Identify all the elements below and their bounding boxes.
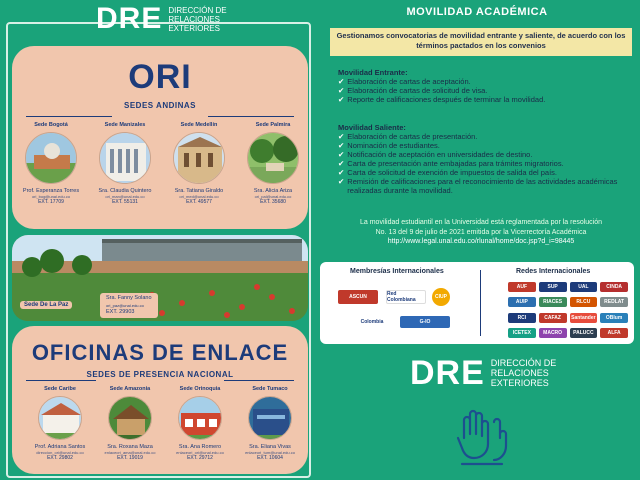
network-logo: PALUCC (570, 328, 598, 338)
sede-medellin: Sede Medellín Sra. Tatiana Giraldo ori_med@unal.edu.co EXT. 49577 (164, 122, 234, 205)
sede-photo (99, 132, 151, 184)
network-logo: AUIP (508, 297, 536, 307)
intro-banner: Gestionamos convocatorias de movilidad entrante y saliente, de acuerdo con los términos pactados en los convenios (330, 28, 632, 56)
sede-photo (25, 132, 77, 184)
ciup-logo: CIUP (432, 288, 450, 306)
sede-orinoquia: Sede Orinoquia Sra. Ana Romero enlaceori_ori@unal.edu.co EXT. 29712 (176, 386, 224, 461)
sede-photo (247, 132, 299, 184)
membresias-heading: Membresías Internacionales (350, 268, 444, 275)
movilidad-title: MOVILIDAD ACADÉMICA (406, 6, 548, 18)
sede-la-paz-photo (12, 235, 308, 321)
enlace-title: OFICINAS DE ENLACE (31, 340, 289, 365)
logo-subtitle: DIRECCIÓN DE RELACIONES EXTERIORES (168, 5, 227, 33)
check-icon: ✔ (338, 168, 345, 177)
resolution-note: La movilidad estudiantil en la Universidad está reglamentada por la resolución No. 13 del 9 de julio de 2021 emitida por la Vicerrectoría Académica http://www.legal.unal.edu.co/rlunal/home/doc.jsp?d_i=98445 (330, 218, 632, 247)
sede-photo (178, 396, 222, 440)
network-logo: RIACES (539, 297, 567, 307)
check-icon: ✔ (338, 141, 345, 150)
entrante-list: Movilidad Entrante: ✔ Elaboración de cartas de aceptación. ✔ Elaboración de cartas de solicitud de visa. ✔ Reporte de calificaciones después de terminar la movilidad. (338, 68, 546, 104)
colombia-logo: Colombia (350, 316, 394, 328)
presencia-nacional-heading: SEDES DE PRESENCIA NACIONAL (86, 370, 234, 379)
check-icon: ✔ (338, 86, 345, 95)
ascun-logo: ASCUN (338, 290, 378, 304)
network-logo: CAFAZ (539, 313, 567, 323)
check-icon: ✔ (338, 95, 345, 104)
divider (480, 270, 481, 336)
check-icon: ✔ (338, 132, 345, 141)
sede-photo (173, 132, 225, 184)
dre-logo-top (96, 4, 227, 34)
network-logo: ALFA (600, 328, 628, 338)
network-logo: RLCU (570, 297, 598, 307)
network-logo: REDLAT (600, 297, 628, 307)
check-icon: ✔ (338, 177, 345, 186)
logo-mark: DRE (410, 354, 485, 392)
sede-caribe: Sede Caribe Prof. Adriana Santos direccion_ori@unal.edu.co EXT. 29802 (34, 386, 86, 461)
redes-logo-grid (508, 282, 628, 340)
check-icon: ✔ (338, 77, 345, 86)
sede-amazonia: Sede Amazonia Sra. Roxana Maza enlaceori_ama@unal.edu.co EXT. 19019 (104, 386, 156, 461)
sede-photo (248, 396, 292, 440)
red-colombiana-logo: Red Colombiana (386, 290, 426, 304)
network-logo: OBIum (600, 313, 628, 323)
sede-bogota: Sede Bogotá Prof. Esperanza Torres ori_bog@unal.edu.co EXT. 17709 (22, 122, 80, 205)
check-icon: ✔ (338, 159, 345, 168)
raised-hands-icon (454, 404, 510, 473)
sede-manizales: Sede Manizales Sra. Claudia Quintero ori_man@unal.edu.co EXT. 55131 (98, 122, 152, 205)
network-logo: UAL (570, 282, 598, 292)
network-logo: ICETEX (508, 328, 536, 338)
divider (26, 116, 112, 117)
divider (26, 380, 96, 381)
networks-panel (320, 262, 634, 344)
network-logo: CINDA (600, 282, 628, 292)
sede-palmira: Sede Palmira Sra. Alicia Ariza ori_pal@unal.edu.co EXT. 35680 (238, 122, 308, 205)
divider (208, 116, 294, 117)
network-logo: AUF (508, 282, 536, 292)
sede-photo (108, 396, 152, 440)
enlace-card (12, 326, 308, 474)
saliente-list: Movilidad Saliente: ✔ Elaboración de cartas de presentación. ✔ Nominación de estudiantes. ✔ Notificación de aceptación en universidades de destino. ✔ Carta de presentación ante embajadas para trámites migratorios. ✔ Carta de solicitud de exención de impuestos de salida del país. ✔ Remisión de calificaciones para el reconocimiento de las actividades académicas realizadas durante la movilidad. (338, 123, 618, 195)
logo-mark: DRE (96, 2, 163, 35)
resolution-link[interactable]: http://www.legal.unal.edu.co/rlunal/home/doc.jsp?d_i=98445 (387, 238, 575, 245)
divider (224, 380, 294, 381)
network-logo: SUP (539, 282, 567, 292)
sede-la-paz-name: Sede De La Paz (20, 301, 72, 309)
sede-la-paz-contact: Sra. Fanny Solano ori_paz@unal.edu.co EXT. 29903 (100, 293, 158, 318)
sede-photo (38, 396, 82, 440)
gio-logo: G-IO (400, 316, 450, 328)
sedes-andinas-heading: SEDES ANDINAS (124, 101, 196, 110)
logo-subtitle: DIRECCIÓN DE RELACIONES EXTERIORES (490, 358, 557, 388)
ori-title: ORI (128, 58, 192, 96)
redes-heading: Redes Internacionales (516, 268, 591, 275)
sede-tumaco: Sede Tumaco Sra. Eliana Vivas enlaceori_tum@unal.edu.co EXT. 10604 (245, 386, 295, 461)
dre-logo-bottom (410, 356, 556, 390)
network-logo: MACRO (539, 328, 567, 338)
network-logo: RCI (508, 313, 536, 323)
ori-card (12, 46, 308, 229)
network-logo: Santander (571, 314, 596, 321)
check-icon: ✔ (338, 150, 345, 159)
